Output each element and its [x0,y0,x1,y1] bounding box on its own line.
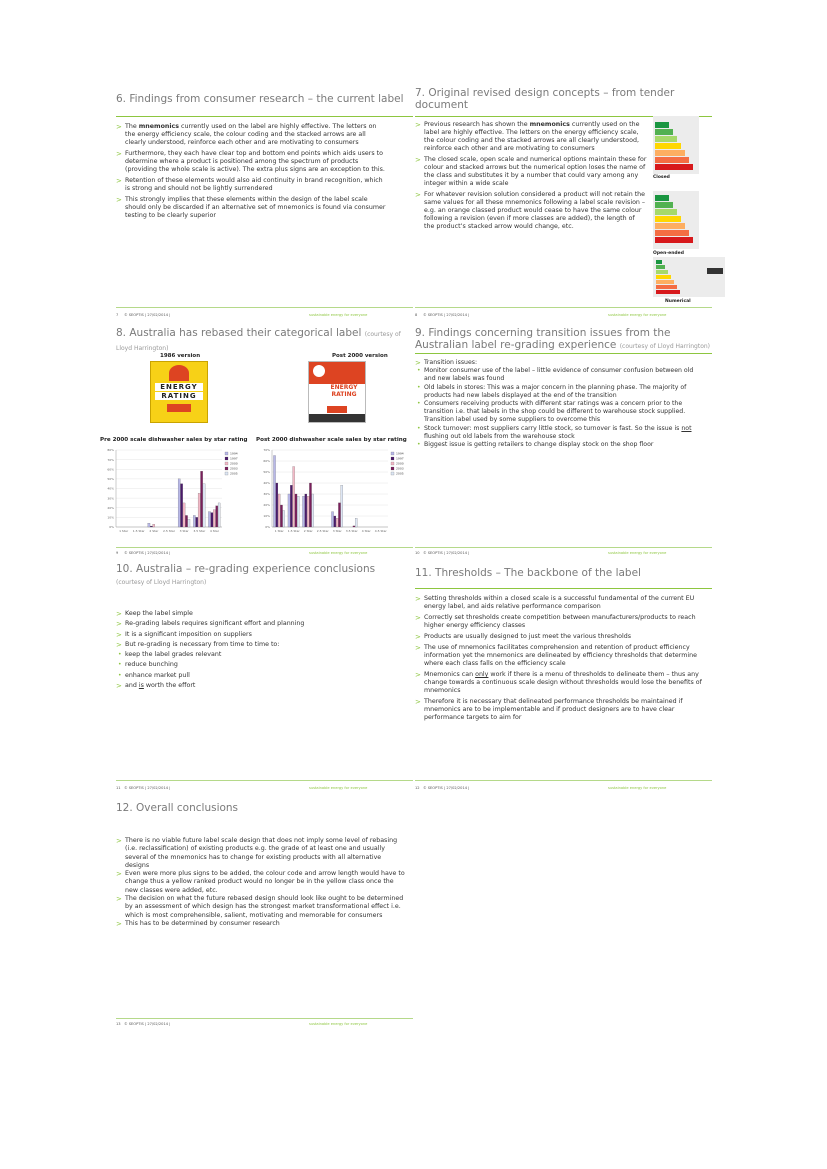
slide-body [415,595,705,725]
footer-tagline: sustainable energy for everyone [309,786,368,790]
title-source: (courtesy of Lloyd Harrington) [619,343,711,350]
bullet: > Previous research has shown the mnemonics currently used on the label are highly effective. The letters on the energy efficiency scale, the colour coding and the stacked arrows are all clearly understood, reinforce each other and are motivating to consumers [415,121,640,152]
arrow-marker-icon: > [415,671,421,679]
legend-swatch [225,467,228,470]
chart-bar [307,496,309,527]
chart-bar [211,513,213,527]
bullet: > Mnemonics can only work if there is a menu of thresholds to delineate them – thus any change towards a continuous scale design without thresholds would lose the benefits of mnemonics [415,671,702,694]
chart-bar [331,512,333,527]
slide-title: 7. Original revised design concepts – from tender document [415,87,675,111]
sub-bullet: • reduce bunching [116,660,386,670]
bullet: > This strongly implies that these elements within the design of the label scale should only be discarded if an alternative set of mnemonics is found via consumer testing to be clearly superior [116,196,386,219]
arrow-marker-icon: > [116,620,122,629]
y-tick-label: 0% [265,525,270,530]
bullet: > The closed scale, open scale and numerical options maintain these for colour and stacked arrows but the numerical option loses the name of the class and substitutes it by a number that could vary among any integer within a wide scale [415,156,647,187]
footer-copyright: © SEOPTIS | 27/02/2014 | [124,551,171,555]
sub-bullet: • Old labels in stores: This was a major concern in the planning phase. The majority of products had new labels displayed at the end of the transition [417,383,687,399]
bullet: > But re-grading is necessary from time to time to: [116,640,280,649]
bullet: > Transition issues: [415,359,478,367]
slide-body [415,359,705,449]
legend-label: 2005 [230,471,238,476]
bullet: > Retention of these elements would also aid continuity in brand recognition, which is strong and should not be lightly surrendered [116,177,383,192]
footer-copyright: © SEOPTIS | 27/02/2014 | [423,551,470,555]
x-tick-label: 3 Star [332,529,342,533]
energy-label-2000: ENERGY RATING [308,361,366,423]
legend-label: 1994 [396,451,404,456]
footer-tagline: sustainable energy for everyone [309,313,368,317]
bullet: > For whatever revision solution considered a product will not retain the same values for all these mnemonics following a label scale revision – e.g. an orange classed product would cease to have the same colour following a revision (even if more classes are added), the length of the product’s stacked arrow would change, etc. [415,191,646,230]
slide-title: 11. Thresholds – The backbone of the label [415,567,641,579]
closed-caption: Closed [653,175,670,180]
chart-bar [305,494,307,527]
open-ended-scale-label [653,191,699,249]
page-number: 9 [116,551,119,555]
page-number: 12 [415,786,420,790]
chart-bar [150,526,152,527]
arrow-marker-icon: > [415,191,421,199]
bullet: > Even were more plus signs to be added, the colour code and arrow length would have to change thus a yellow ranked product would no longer be in the yellow class once the new classes were added, etc. [116,870,405,894]
label-1986-caption: 1986 version [160,353,201,359]
arrow-marker-icon: > [116,196,122,204]
y-tick-label: 70% [263,448,270,453]
chart-bar [183,503,185,527]
bullet: > The decision on what the future rebased design should look like ought to be determined by an assessment of which design has the strongest market transformational effect i.e. which is most comprehensible, salient, motivating and memorable for consumers [116,895,404,919]
footer-tagline: sustainable energy for everyone [309,551,368,555]
chart-bar [213,510,215,527]
slide-8 [100,320,413,555]
y-tick-label: 60% [107,467,114,472]
slide-11 [415,558,712,788]
slide-title: 12. Overall conclusions [116,802,239,814]
arrow-marker-icon: > [415,121,421,129]
footer-divider [116,307,413,308]
chart-bar [334,516,336,527]
chart-bar [153,524,155,527]
slide-body [415,121,647,234]
dot-marker-icon: • [118,661,122,669]
chart-bar [355,518,357,527]
x-tick-label: 2 Star [303,529,313,533]
chart-bar [309,483,311,527]
y-tick-label: 70% [107,457,114,462]
arrow-marker-icon: > [116,895,122,904]
chart-bar [338,503,340,527]
slide-10 [116,558,413,788]
x-tick-label: 1 Star [274,529,284,533]
chart-bar [216,506,218,527]
title-source: (courtesy of Lloyd Harrington) [116,331,401,352]
x-tick-label: 4.5 Star [374,529,387,533]
arrow-marker-icon: > [116,123,122,131]
legend-label: 1997 [230,456,238,461]
dot-marker-icon: • [417,424,421,432]
legend-label: 2000 [396,461,404,466]
y-tick-label: 60% [263,459,270,464]
arrow-marker-icon: > [415,614,421,622]
chart-bar [353,526,355,527]
bullet: > Therefore it is necessary that delineated performance thresholds be maintained if mnemonics are to be implementable and if product designers are to have clear performance targets to aim for [415,698,683,721]
slide-title: 6. Findings from consumer research – the current label [116,93,404,105]
arrow-marker-icon: > [116,177,122,185]
y-tick-label: 30% [107,496,114,501]
chart-bar [295,494,297,527]
x-tick-label: 2 Star [149,529,159,533]
legend-swatch [391,452,394,455]
chart1-title: Pre 2000 scale dishwasher sales by star rating [100,437,248,443]
x-tick-label: 4 Star [361,529,371,533]
page-number: 8 [415,313,418,317]
footer-tagline: sustainable energy for everyone [608,786,667,790]
legend-swatch [225,452,228,455]
y-tick-label: 30% [263,492,270,497]
chart-bar [148,523,150,527]
arrow-marker-icon: > [116,630,122,639]
label-2000-caption: Post 2000 version [332,353,388,359]
page-number: 11 [116,786,121,790]
legend-swatch [391,457,394,460]
legend-label: 2003 [230,466,238,471]
sub-bullet: • Biggest issue is getting retailers to change display stock on the shop floor [417,441,654,449]
dot-marker-icon: • [118,671,122,679]
footer-tagline: sustainable energy for everyone [608,551,667,555]
y-tick-label: 10% [263,514,270,519]
slide-6 [116,80,413,317]
legend-label: 2000 [230,461,238,466]
dot-marker-icon: • [417,400,421,408]
bullet: > Correctly set thresholds create competition between manufacturers/products to reach higher energy efficiency classes [415,614,696,629]
arrow-marker-icon: > [116,610,122,618]
arrow-marker-icon: > [415,644,421,652]
chart-bar [181,484,183,527]
x-tick-label: 2.5 Star [316,529,329,533]
chart1-svg [100,446,250,541]
chart2-svg [256,446,416,541]
arrow-marker-icon: > [116,837,122,845]
sub-bullet: • enhance market pull [116,671,386,681]
arrow-marker-icon: > [415,633,421,641]
footer-copyright: © SEOPTIS | 27/02/2014 | [423,313,470,317]
chart-bar [188,519,190,527]
page-number: 10 [415,551,420,555]
y-tick-label: 50% [263,470,270,475]
page-number: 7 [116,313,119,317]
bullet: > The mnemonics currently used on the label are highly effective. The letters on the energy efficiency scale, the colour coding and the stacked arrows are all clearly understood, reinforce each other and are motivating to consumers [116,123,377,146]
chart-bar [203,484,205,527]
chart-bar [336,518,338,527]
arrow-marker-icon: > [116,640,122,649]
slide-body [116,837,406,928]
title-divider [415,353,712,354]
bullet: > and is worth the effort [116,682,196,691]
numerical-caption: Numerical [665,299,691,304]
arrow-marker-icon: > [116,919,122,928]
slide-body [116,609,386,691]
footer-divider [415,547,712,548]
chart-bar [278,494,280,527]
chart-bar [280,505,282,527]
footer-tagline: sustainable energy for everyone [309,1022,368,1026]
chart-bar [312,494,314,527]
bullet: > Furthermore, they each have clear top and bottom end points which aids users to determine where a product is positioned among the spectrum of products (providing the whole scale is active). The extra plus signs are an exception to this. [116,150,385,173]
title-divider [116,116,413,117]
slide-title: 10. Australia – re-grading experience conclusions (courtesy of Lloyd Harrington) [116,563,376,586]
chart-bar [276,483,278,527]
arrow-marker-icon: > [116,870,122,879]
x-tick-label: 1.5 Star [132,529,145,533]
chart-bar [193,515,195,527]
footer-tagline: sustainable energy for everyone [608,313,667,317]
legend-swatch [391,472,394,475]
footer-divider [415,780,712,781]
y-tick-label: 40% [107,486,114,491]
legend-label: 1997 [396,456,404,461]
y-tick-label: 20% [107,505,114,510]
legend-label: 1994 [230,451,238,456]
bullet: > There is no viable future label scale design that does not imply some level of rebasing (i.e. reclassification) of existing products e.g. the grade of at least one and usually several of the mnemonics has to change for existing products with all alternative designs [116,837,398,869]
slide-9 [415,320,712,555]
chart-bar [341,485,343,527]
sub-bullet: • Consumers receiving products with different star ratings was a concern prior to the transition i.e. that labels in the shop could be different to warehouse stock supplied. Transition label used by some suppliers to overcome this [417,400,686,424]
sub-bullet: • Stock turnover: most suppliers carry little stock, so turnover is fast. So the issue is not flushing out old labels from the warehouse stock [417,424,692,440]
footer-divider [116,780,413,781]
dot-marker-icon: • [417,441,421,449]
x-tick-label: 1 Star [119,529,129,533]
x-tick-label: 3.5 Star [345,529,358,533]
chart-bar [293,467,295,528]
arrow-marker-icon: > [415,698,421,706]
x-tick-label: 3 Star [179,529,189,533]
y-tick-label: 40% [263,481,270,486]
legend-swatch [225,457,228,460]
chart-bar [178,479,180,527]
bullet: > Re-grading labels requires significant effort and planning [116,620,305,629]
legend-label: 2005 [396,471,404,476]
title-divider [415,588,712,589]
chart-bar [218,503,220,527]
legend-swatch [225,472,228,475]
bullet: > It is a significant imposition on suppliers [116,630,252,639]
bullet: > This has to be determined by consumer research [116,919,280,928]
chart-bar [273,456,275,528]
chart-bar [196,517,198,527]
footer-divider [116,547,413,548]
dot-marker-icon: • [417,367,421,375]
page-number: 13 [116,1022,121,1026]
y-tick-label: 0% [109,525,114,530]
y-tick-label: 80% [107,448,114,453]
x-tick-label: 2.5 Star [163,529,175,533]
arrow-marker-icon: > [415,359,421,367]
legend-swatch [391,467,394,470]
bullet: > Keep the label simple [116,610,193,618]
x-tick-label: 1.5 Star [287,529,300,533]
energy-label-1986: ENERGY RATING [150,361,208,423]
footer-copyright: © SEOPTIS | 27/02/2014 | [124,313,171,317]
numerical-scale-label [653,257,725,297]
footer-divider [116,1018,413,1019]
closed-scale-label [653,116,699,174]
slide-12 [116,796,413,1036]
chart-bar [297,496,299,527]
chart-bar [302,496,304,527]
slide-title: 8. Australia has rebased their categorical label (courtesy of Lloyd Harrington) [116,327,401,352]
chart-bar [200,471,202,527]
open-ended-caption: Open-ended [653,251,684,256]
bullet: > Products are usually designed to just meet the various thresholds [415,633,631,641]
slide-body [116,123,386,223]
legend-label: 2003 [396,466,404,471]
chart-bar [290,485,292,527]
legend-swatch [225,462,228,465]
arrow-marker-icon: > [116,682,122,691]
bullet: > The use of mnemonics facilitates comprehension and retention of product efficiency information yet the mnemonics are delineated by efficiency thresholds that determine where each class falls on the efficiency scale [415,644,697,667]
dot-marker-icon: • [417,383,421,391]
arrow-marker-icon: > [415,156,421,164]
chart-bar [208,512,210,527]
arrow-marker-icon: > [116,150,122,158]
dot-marker-icon: • [118,651,122,659]
chart-bar [288,494,290,527]
y-tick-label: 10% [107,515,114,520]
legend-swatch [391,462,394,465]
x-tick-label: 4 Star [209,529,219,533]
chart-bar [198,493,200,527]
chart-bar [185,515,187,527]
footer-divider [415,307,712,308]
x-tick-label: 3.5 Star [193,529,206,533]
y-tick-label: 50% [107,477,114,482]
footer-copyright: © SEOPTIS | 27/02/2014 | [423,786,470,790]
slide-7 [415,80,712,317]
sub-bullet: • keep the label grades relevant [116,650,386,660]
footer-copyright: © SEOPTIS | 27/02/2014 | [124,1022,171,1026]
footer-copyright: © SEOPTIS | 27/02/2014 | [124,786,171,790]
chart-bar [283,511,285,528]
chart2-title: Post 2000 dishwasher scale sales by star rating [256,437,407,443]
slide-title: 9. Findings concerning transition issues from the Australian label re-grading experience (courtesy of Lloyd Harrington) [415,327,711,351]
bullet: > Setting thresholds within a closed scale is a successful fundamental of the current EU energy label, and aids relative performance comparison [415,595,695,610]
arrow-marker-icon: > [415,595,421,603]
title-source: (courtesy of Lloyd Harrington) [116,579,207,586]
sub-bullet: • Monitor consumer use of the label – little evidence of consumer confusion between old and new labels was found [417,367,694,383]
y-tick-label: 20% [263,503,270,508]
